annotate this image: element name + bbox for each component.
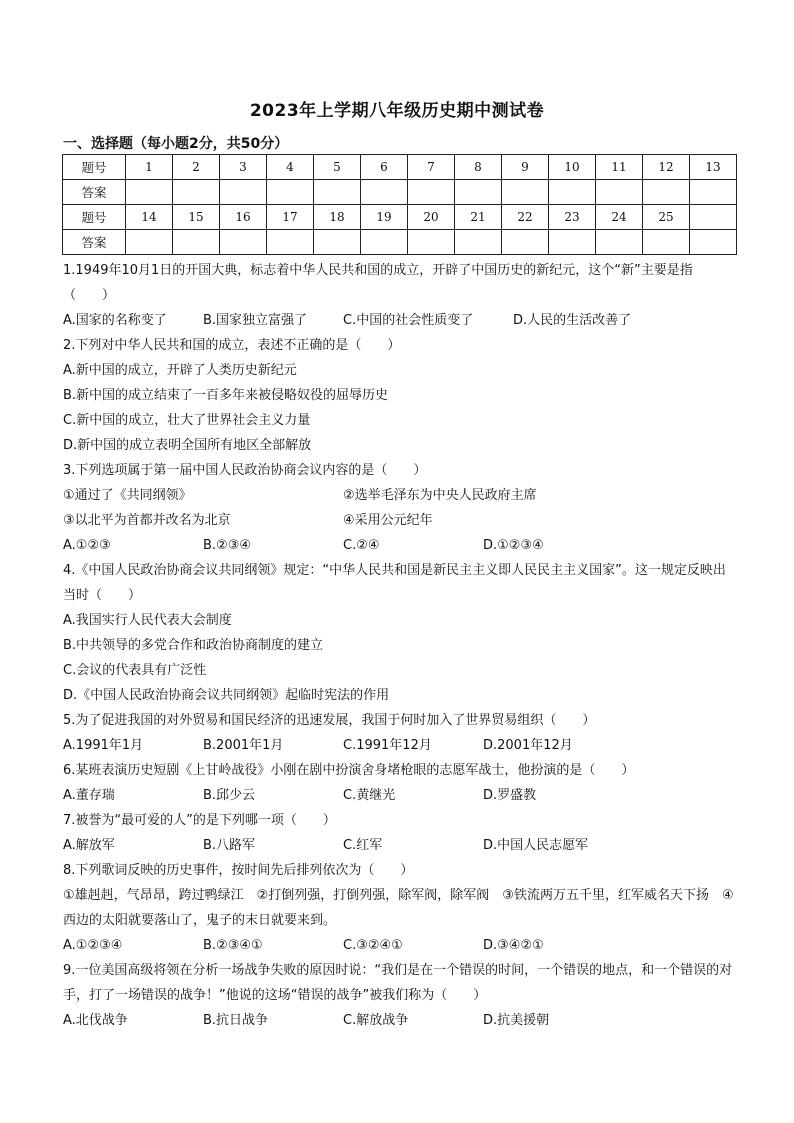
option-row [63, 783, 737, 808]
option-a[interactable]: A.1991年1月 [63, 738, 144, 753]
answer-cell[interactable] [267, 180, 314, 205]
table-row [63, 155, 737, 180]
question-number: 19 [361, 205, 408, 230]
lyrics-text: ①雄赳赳，气昂昂，跨过鸭绿江 ②打倒列强，打倒列强，除军阀，除军阀 ③铁流两万五千里，红军威名天下扬 ④西边的太阳就要落山了，鬼子的末日就要来到。 [63, 888, 734, 928]
table-row [63, 230, 737, 255]
answer-cell[interactable] [173, 230, 220, 255]
answer-cell[interactable] [643, 230, 690, 255]
option-d[interactable]: D.《中国人民政治协商会议共同纲领》起临时宪法的作用 [63, 688, 390, 703]
option-row [63, 308, 737, 333]
row-label: 题号 [63, 155, 126, 180]
option-d[interactable]: D.2001年12月 [483, 738, 573, 753]
question-stem: 9.一位美国高级将领在分析一场战争失败的原因时说：“我们是在一个错误的时间，一个错误的地点，和一个错误的对手，打了一场错误的战争！”他说的这场“错误的战争”被我们称为（ ） [63, 963, 733, 1003]
question-stem: 4.《中国人民政治协商会议共同纲领》规定：“中华人民共和国是新民主主义即人民民主主义国家”。这一规定反映出当时（ ） [63, 563, 726, 603]
question-number: 14 [126, 205, 173, 230]
page-title: 2023年上学期八年级历史期中测试卷 [249, 101, 545, 121]
option-row [63, 733, 737, 758]
option-a[interactable]: A.①②③ [63, 538, 111, 553]
option-d[interactable]: D.人民的生活改善了 [513, 313, 632, 328]
answer-cell[interactable] [408, 230, 455, 255]
question-number: 12 [643, 155, 690, 180]
question-number [690, 205, 737, 230]
option-row [63, 1008, 737, 1033]
option-b[interactable]: B.新中国的成立结束了一百多年来被侵略奴役的屈辱历史 [63, 388, 389, 403]
question-number: 13 [690, 155, 737, 180]
answer-cell[interactable] [361, 230, 408, 255]
question-number: 5 [314, 155, 361, 180]
question-number: 25 [643, 205, 690, 230]
option-c[interactable]: C.③②④① [343, 938, 403, 953]
option-c[interactable]: C.解放战争 [343, 1013, 409, 1028]
option-d[interactable]: D.新中国的成立表明全国所有地区全部解放 [63, 438, 312, 453]
question-number: 24 [596, 205, 643, 230]
question-stem: 6.某班表演历史短剧《上甘岭战役》小刚在剧中扮演舍身堵枪眼的志愿军战士，他扮演的是（ ） [63, 763, 635, 778]
statement-3: ③以北平为首都并改名为北京 [63, 513, 231, 528]
answer-cell[interactable] [455, 230, 502, 255]
answer-cell[interactable] [596, 230, 643, 255]
answer-cell[interactable] [502, 230, 549, 255]
question-stem: 5.为了促进我国的对外贸易和国民经济的迅速发展，我国于何时加入了世界贸易组织（ ） [63, 713, 596, 728]
option-a[interactable]: A.国家的名称变了 [63, 313, 167, 328]
statement-row [63, 508, 737, 533]
option-b[interactable]: B.抗日战争 [203, 1013, 269, 1028]
question-number: 2 [173, 155, 220, 180]
option-a[interactable]: A.董存瑞 [63, 788, 115, 803]
question-number: 9 [502, 155, 549, 180]
option-d[interactable]: D.罗盛教 [483, 788, 537, 803]
question-number: 3 [220, 155, 267, 180]
question-number: 23 [549, 205, 596, 230]
option-c[interactable]: C.②④ [343, 538, 380, 553]
statement-4: ④采用公元纪年 [343, 513, 433, 528]
answer-cell[interactable] [126, 230, 173, 255]
answer-cell[interactable] [690, 180, 737, 205]
question-number: 1 [126, 155, 173, 180]
option-c[interactable]: C.黄继光 [343, 788, 396, 803]
option-b[interactable]: B.中共领导的多党合作和政治协商制度的建立 [63, 638, 324, 653]
option-a[interactable]: A.北伐战争 [63, 1013, 128, 1028]
answer-cell[interactable] [220, 180, 267, 205]
answer-cell[interactable] [220, 230, 267, 255]
question-number: 6 [361, 155, 408, 180]
row-label: 题号 [63, 205, 126, 230]
question-stem: 3.下列选项属于第一届中国人民政治协商会议内容的是（ ） [63, 463, 427, 478]
option-row [63, 933, 737, 958]
option-c[interactable]: C.中国的社会性质变了 [343, 313, 474, 328]
question-stem: 7.被誉为“最可爱的人”的是下列哪一项（ ） [63, 813, 336, 828]
question-stem: 8.下列歌词反映的历史事件，按时间先后排列依次为（ ） [63, 863, 414, 878]
option-a[interactable]: A.我国实行人民代表大会制度 [63, 613, 232, 628]
option-row [63, 833, 737, 858]
answer-cell[interactable] [314, 180, 361, 205]
question-number: 16 [220, 205, 267, 230]
table-row [63, 205, 737, 230]
question-number: 17 [267, 205, 314, 230]
statement-1: ①通过了《共同纲领》 [63, 488, 192, 503]
section-heading: 一、选择题（每小题2分，共50分） [63, 136, 289, 152]
question-number: 11 [596, 155, 643, 180]
option-b[interactable]: B.八路军 [203, 838, 256, 853]
option-b[interactable]: B.国家独立富强了 [203, 313, 308, 328]
option-b[interactable]: B.邱少云 [203, 788, 256, 803]
option-d[interactable]: D.中国人民志愿军 [483, 838, 589, 853]
option-a[interactable]: A.解放军 [63, 838, 115, 853]
question-number: 7 [408, 155, 455, 180]
row-label: 答案 [63, 180, 126, 205]
answer-cell[interactable] [173, 180, 220, 205]
answer-cell[interactable] [690, 230, 737, 255]
option-c[interactable]: C.红军 [343, 838, 383, 853]
statement-row [63, 483, 737, 508]
question-list [63, 258, 737, 1033]
option-b[interactable]: B.2001年1月 [203, 738, 284, 753]
option-b[interactable]: B.②③④ [203, 538, 252, 553]
answer-table [62, 154, 737, 255]
option-row [63, 533, 737, 558]
answer-cell[interactable] [267, 230, 314, 255]
question-stem: 1.1949年10月1日的开国大典，标志着中华人民共和国的成立，开辟了中国历史的新纪元，这个“新”主要是指（ ） [63, 263, 693, 303]
answer-cell[interactable] [643, 180, 690, 205]
answer-cell[interactable] [314, 230, 361, 255]
question-number: 22 [502, 205, 549, 230]
row-label: 答案 [63, 230, 126, 255]
table-row [63, 180, 737, 205]
option-b[interactable]: B.②③④① [203, 938, 263, 953]
answer-cell[interactable] [361, 180, 408, 205]
answer-cell[interactable] [549, 230, 596, 255]
option-c[interactable]: C.新中国的成立，壮大了世界社会主义力量 [63, 413, 311, 428]
question-number: 20 [408, 205, 455, 230]
statement-2: ②选举毛泽东为中央人民政府主席 [343, 488, 537, 503]
option-a[interactable]: A.新中国的成立，开辟了人类历史新纪元 [63, 363, 297, 378]
answer-cell[interactable] [408, 180, 455, 205]
option-a[interactable]: A.①②③④ [63, 938, 123, 953]
question-number: 10 [549, 155, 596, 180]
question-number: 4 [267, 155, 314, 180]
question-number: 21 [455, 205, 502, 230]
question-number: 15 [173, 205, 220, 230]
question-number: 18 [314, 205, 361, 230]
option-d[interactable]: D.①②③④ [483, 538, 544, 553]
question-number: 8 [455, 155, 502, 180]
answer-cell[interactable] [549, 180, 596, 205]
option-c[interactable]: C.1991年12月 [343, 738, 432, 753]
answer-cell[interactable] [502, 180, 549, 205]
answer-cell[interactable] [126, 180, 173, 205]
question-stem: 2.下列对中华人民共和国的成立，表述不正确的是（ ） [63, 338, 401, 353]
option-c[interactable]: C.会议的代表具有广泛性 [63, 663, 207, 678]
option-d[interactable]: D.抗美援朝 [483, 1013, 550, 1028]
answer-cell[interactable] [455, 180, 502, 205]
option-d[interactable]: D.③④②① [483, 938, 544, 953]
answer-cell[interactable] [596, 180, 643, 205]
